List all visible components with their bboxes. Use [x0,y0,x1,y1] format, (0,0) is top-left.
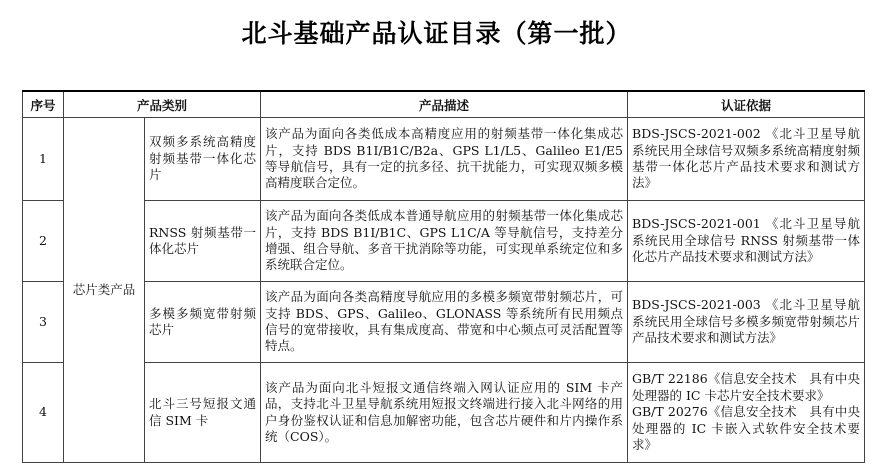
category-cell: 芯片类产品 [64,118,145,463]
certification-basis [628,282,865,363]
product-name: 北斗三号短报文通信 SIM 卡 [145,363,261,463]
certification-catalog-table [22,90,865,463]
certification-basis [628,363,865,463]
product-name: 多模多频宽带射频芯片 [145,282,261,363]
header-description: 产品描述 [261,91,628,118]
header-category: 产品类别 [64,91,261,118]
header-basis: 认证依据 [628,91,865,118]
product-name: RNSS 射频基带一体化芯片 [145,201,261,282]
basis-line: BDS-JSCS-2021-001 《北斗卫星导航系统民用全球信号 RNSS 射频基带一体化芯片产品技术要求和测试方法》 [632,216,861,265]
table-row [23,118,865,201]
row-number: 1 [23,118,64,201]
table-header-row [23,91,865,118]
row-number: 2 [23,201,64,282]
row-number: 3 [23,282,64,363]
basis-line: GB/T 20276《信息安全技术 具有中央处理器的 IC 卡嵌入式软件安全技术要求》 [632,404,861,453]
product-description: 该产品为面向各类低成本普通导航应用的射频基带一体化集成芯片，支持 BDS B1I/B1C、GPS L1C/A 等导航信号，支持差分增强、组合导航、多音干扰消除等功能，可实现单系统定位和多系统联合定位。 [261,201,628,282]
table-row [23,363,865,463]
table-row [23,282,865,363]
basis-line: BDS-JSCS-2021-002 《北斗卫星导航系统民用全球信号双频多系统高精度射频基带一体化芯片产品技术要求和测试方法》 [632,126,861,191]
basis-line: GB/T 22186《信息安全技术 具有中央处理器的 IC 卡芯片安全技术要求》 [632,371,861,403]
row-number: 4 [23,363,64,463]
table-row [23,201,865,282]
product-description: 该产品为面向北斗短报文通信终端入网认证应用的 SIM 卡产品，支持北斗卫星导航系统用短报文终端进行接入北斗网络的用户身份鉴权认证和信息加解密功能，包含芯片硬件和片内操作系统（COS）。 [261,363,628,463]
certification-basis [628,201,865,282]
page-title: 北斗基础产品认证目录（第一批） [241,19,632,48]
certification-basis [628,118,865,201]
basis-line: BDS-JSCS-2021-003 《北斗卫星导航系统民用全球信号多模多频宽带射频芯片产品技术要求和测试方法》 [632,297,861,346]
product-description: 该产品为面向各类高精度导航应用的多模多频宽带射频芯片，可支持 BDS、GPS、Galileo、GLONASS 等系统所有民用频点信号的宽带接收，具有集成度高、带宽和中心频点可灵活配置等特点。 [261,282,628,363]
product-description: 该产品为面向各类低成本高精度应用的射频基带一体化集成芯片，支持 BDS B1I/B1C/B2a、GPS L1/L5、Galileo E1/E5 等导航信号，具有一定的抗多径、抗干扰能力，可实现双频多模高精度联合定位。 [261,118,628,201]
product-name: 双频多系统高精度射频基带一体化芯片 [145,118,261,201]
header-no: 序号 [23,91,64,118]
